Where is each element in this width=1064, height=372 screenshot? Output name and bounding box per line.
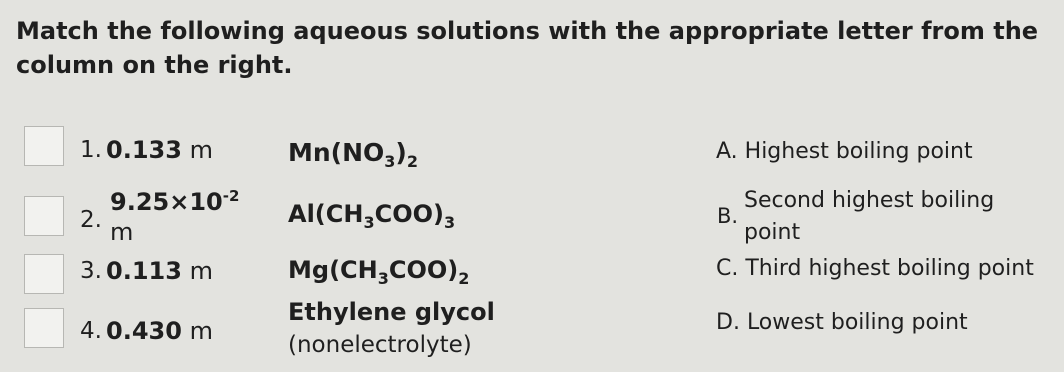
question-prompt: Match the following aqueous solutions with the appropriate letter from the column on the right.	[16, 17, 1039, 79]
answer-text-b-line2: point	[744, 220, 801, 245]
answer-text-c: Third highest boiling point	[745, 256, 1034, 281]
answer-letter-a: A.	[716, 139, 738, 164]
answer-text-d: Lowest boiling point	[746, 310, 968, 335]
answer-letter-b: B.	[717, 204, 739, 228]
item-number-4: 4.	[80, 318, 102, 344]
item-number-3: 3.	[80, 258, 102, 284]
answer-box-2[interactable]	[24, 196, 64, 236]
answer-option-a	[716, 139, 973, 164]
answer-box-1[interactable]	[24, 126, 64, 166]
formula-4-line2: (nonelectrolyte)	[288, 332, 472, 358]
item-number-2: 2.	[80, 207, 102, 233]
concentration-4	[106, 317, 213, 345]
item-number-1: 1.	[80, 137, 102, 163]
concentration-value-2: 9.25×10	[110, 188, 223, 216]
answer-box-4[interactable]	[24, 308, 64, 348]
concentration-unit-4: m	[189, 317, 213, 345]
formula-3: $Mg(CH_3COO)_2$	[288, 256, 470, 288]
answer-letter-d: D.	[716, 310, 740, 335]
concentration-value-4: 0.430	[106, 317, 182, 345]
answer-box-3[interactable]	[24, 254, 64, 294]
answer-text-a: Highest boiling point	[744, 139, 973, 164]
concentration-exponent-2: -2	[222, 187, 240, 205]
concentration-3	[106, 257, 213, 285]
answer-letter-c: C.	[716, 256, 739, 281]
concentration-unit-1: m	[189, 136, 213, 164]
answer-option-d	[716, 310, 968, 335]
formula-2: $Al(CH_3COO)_3$	[288, 200, 456, 232]
concentration-2	[110, 187, 239, 216]
concentration-value-1: 0.133	[106, 136, 182, 164]
concentration-1	[106, 136, 213, 164]
formula-4-line1: Ethylene glycol	[288, 298, 495, 326]
formula-1: $Mn(NO_3)_2$	[288, 138, 418, 171]
concentration-unit-3: m	[189, 257, 213, 285]
concentration-value-3: 0.113	[106, 257, 182, 285]
answer-text-b-line1: Second highest boiling	[744, 188, 995, 213]
answer-option-c	[716, 256, 1034, 281]
concentration-unit-2: m	[110, 218, 134, 246]
